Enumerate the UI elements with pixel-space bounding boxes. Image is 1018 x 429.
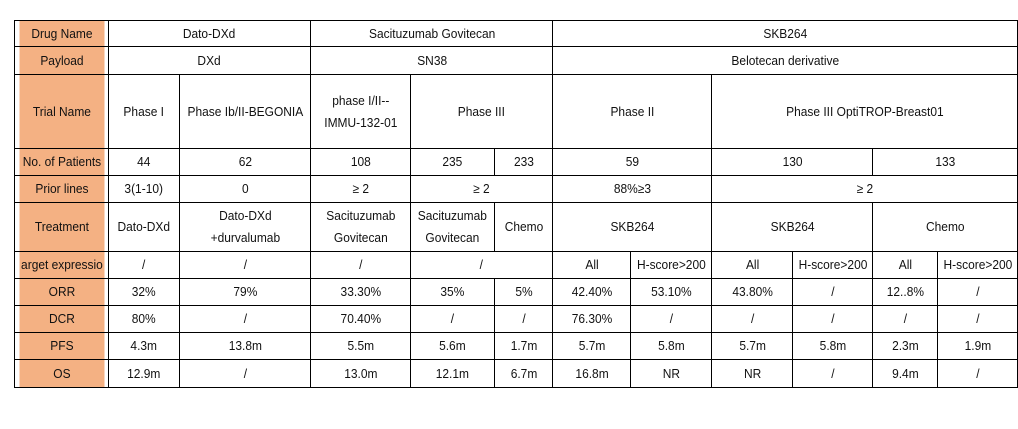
table-cell: 233 <box>497 149 550 176</box>
comparison-table <box>14 20 1018 388</box>
table-cell: 76.30% <box>556 306 628 333</box>
table-cell: 88%≥3 <box>559 176 705 203</box>
table-cell: 70.40% <box>315 306 407 333</box>
table-cell: 59 <box>559 149 705 176</box>
table-cell: Chemo <box>879 203 1012 252</box>
payload-dato-dxd: DXd <box>116 47 302 75</box>
table-cell: H-score>200 <box>796 252 870 279</box>
table-cell: / <box>414 306 492 333</box>
payload-skb264: Belotecan derivative <box>571 47 998 75</box>
table-cell: 42.40% <box>556 279 628 306</box>
table-cell: 5% <box>497 279 550 306</box>
trial-phase-1: Phase I <box>111 75 177 149</box>
table-cell: 16.8m <box>556 360 628 388</box>
table-cell: 35% <box>414 279 492 306</box>
table-cell: / <box>185 306 305 333</box>
os-row <box>15 360 1018 388</box>
table-cell: / <box>941 306 1014 333</box>
drug-dato-dxd: Dato-DXd <box>116 21 302 47</box>
row-header-trial-name: Trial Name <box>18 75 104 149</box>
table-cell: / <box>796 306 870 333</box>
table-cell: H-score>200 <box>941 252 1014 279</box>
table-cell: / <box>715 306 790 333</box>
table-cell: 235 <box>414 149 492 176</box>
table-cell: 62 <box>185 149 305 176</box>
table-cell: NR <box>715 360 790 388</box>
table-cell: 13.8m <box>185 333 305 360</box>
table-cell: / <box>634 306 708 333</box>
dcr-row <box>15 306 1018 333</box>
row-header-os: OS <box>18 360 104 388</box>
drug-name-row <box>15 21 1018 47</box>
table-cell: / <box>497 306 550 333</box>
table-cell: / <box>416 252 547 279</box>
row-header-patients: No. of Patients <box>18 149 104 176</box>
table-cell: 12.9m <box>111 360 177 388</box>
table-cell: 5.8m <box>796 333 870 360</box>
drug-sacituzumab: Sacituzumab Govitecan <box>320 21 543 47</box>
trial-immu-132-01: phase I/II--IMMU-132-01 <box>315 75 407 149</box>
prior-lines-row <box>15 176 1018 203</box>
row-header-treatment: Treatment <box>18 203 104 252</box>
table-cell: All <box>715 252 790 279</box>
table-cell: / <box>941 279 1014 306</box>
table-cell: 3(1-10) <box>111 176 177 203</box>
table-cell: 13.0m <box>315 360 407 388</box>
table-cell: All <box>556 252 628 279</box>
table-cell: 32% <box>111 279 177 306</box>
trial-skb-phase-2: Phase II <box>559 75 705 149</box>
table-cell: 4.3m <box>111 333 177 360</box>
table-cell: / <box>111 252 177 279</box>
table-cell: 43.80% <box>715 279 790 306</box>
table-cell: 53.10% <box>634 279 708 306</box>
trial-begonia: Phase Ib/II-BEGONIA <box>185 75 305 149</box>
table-cell: Chemo <box>497 203 550 252</box>
table-cell: 5.7m <box>556 333 628 360</box>
drug-skb264: SKB264 <box>571 21 998 47</box>
table-cell: 5.7m <box>715 333 790 360</box>
table-cell: / <box>941 360 1014 388</box>
table-cell: 12.1m <box>414 360 492 388</box>
table-cell: 44 <box>111 149 177 176</box>
table-cell: 2.3m <box>875 333 935 360</box>
table-cell: / <box>796 360 870 388</box>
table-cell: Dato-DXd +durvalumab <box>185 203 305 252</box>
row-header-prior-lines: Prior lines <box>18 176 104 203</box>
trial-name-row <box>15 75 1018 149</box>
table-cell: NR <box>634 360 708 388</box>
row-header-orr: ORR <box>18 279 104 306</box>
table-cell: ≥ 2 <box>724 176 1005 203</box>
table-cell: Sacituzumab Govitecan <box>414 203 492 252</box>
table-cell: / <box>796 279 870 306</box>
pfs-row <box>15 333 1018 360</box>
orr-row <box>15 279 1018 306</box>
row-header-pfs: PFS <box>18 333 104 360</box>
table-cell: Sacituzumab Govitecan <box>315 203 407 252</box>
table-cell: H-score>200 <box>634 252 708 279</box>
trial-optitrop-breast01: Phase III OptiTROP-Breast01 <box>724 75 1005 149</box>
table-cell: 5.6m <box>414 333 492 360</box>
table-cell: 133 <box>879 149 1012 176</box>
row-header-payload: Payload <box>18 47 104 75</box>
table-cell: 130 <box>718 149 866 176</box>
target-expression-row <box>15 252 1018 279</box>
table-cell: / <box>875 306 935 333</box>
table-cell: / <box>315 252 407 279</box>
payload-sacituzumab: SN38 <box>320 47 543 75</box>
table-cell: 5.8m <box>634 333 708 360</box>
table-cell: SKB264 <box>718 203 866 252</box>
row-header-drug-name: Drug Name <box>18 21 104 47</box>
table-cell: ≥ 2 <box>315 176 407 203</box>
table-cell: 9.4m <box>875 360 935 388</box>
table-cell: 0 <box>185 176 305 203</box>
table-cell: 108 <box>315 149 407 176</box>
table-cell: / <box>185 252 305 279</box>
table-cell: 5.5m <box>315 333 407 360</box>
table-cell: 80% <box>111 306 177 333</box>
table-cell: 79% <box>185 279 305 306</box>
table-cell: SKB264 <box>559 203 705 252</box>
table-cell: Dato-DXd <box>111 203 177 252</box>
table-cell: 33.30% <box>315 279 407 306</box>
row-header-target-expression: arget expressio <box>18 252 104 279</box>
table-cell: 12..8% <box>875 279 935 306</box>
payload-row <box>15 47 1018 75</box>
trial-sg-phase-3: Phase III <box>416 75 547 149</box>
treatment-row <box>15 203 1018 252</box>
patients-row <box>15 149 1018 176</box>
table-cell: 1.7m <box>497 333 550 360</box>
table-cell: ≥ 2 <box>416 176 547 203</box>
row-header-dcr: DCR <box>18 306 104 333</box>
table-cell: / <box>185 360 305 388</box>
table-cell: 6.7m <box>497 360 550 388</box>
table-cell: 1.9m <box>941 333 1014 360</box>
table-cell: All <box>875 252 935 279</box>
